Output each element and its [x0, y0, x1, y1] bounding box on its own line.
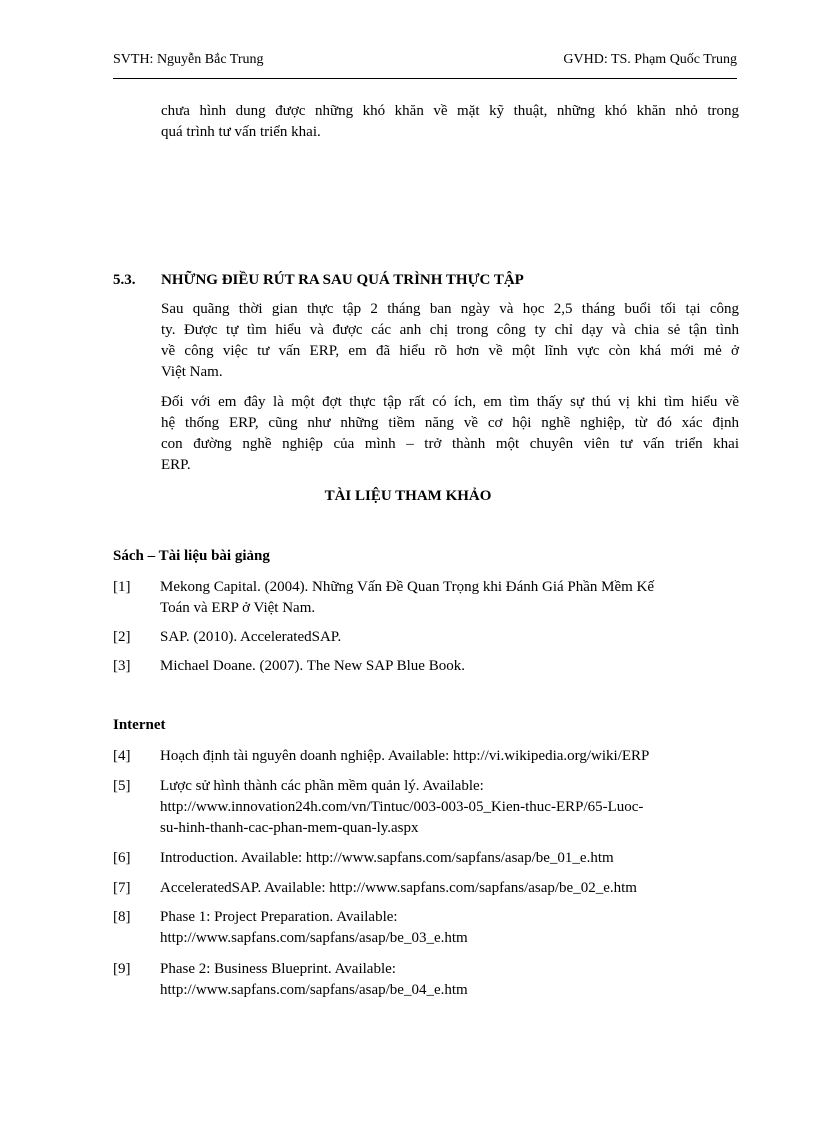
page-header: [113, 52, 737, 72]
section-title: NHỮNG ĐIỀU RÚT RA SAU QUÁ TRÌNH THỰC TẬP: [161, 272, 524, 288]
paragraph-line: Sau quãng thời gian thực tập 2 tháng ban ngày và học 2,5 tháng buổi tối tại công: [161, 301, 739, 317]
reference-number: [4]: [113, 748, 131, 764]
reference-number: [3]: [113, 658, 131, 674]
paragraph-line: ERP.: [161, 457, 191, 473]
reference-text: Lược sử hình thành các phần mềm quản lý. Available:: [160, 778, 484, 794]
header-divider: [113, 78, 737, 79]
paragraph-line: hệ thống ERP, cũng như những tiềm năng về cơ hội nghề nghiệp, từ đó xác định: [161, 415, 739, 431]
reference-text: http://www.sapfans.com/sapfans/asap/be_04_e.htm: [160, 982, 468, 998]
reference-text: Michael Doane. (2007). The New SAP Blue Book.: [160, 658, 465, 674]
section-paragraph-2: [161, 392, 739, 476]
references-title: TÀI LIỆU THAM KHẢO: [324, 488, 492, 504]
paragraph-line: con đường nghề nghiệp của mình – trở thành một chuyên viên tư vấn triển khai: [161, 436, 739, 452]
reference-text: SAP. (2010). AcceleratedSAP.: [160, 629, 342, 645]
section-number: 5.3.: [113, 272, 136, 288]
reference-number: [2]: [113, 629, 131, 645]
reference-number: [9]: [113, 961, 131, 977]
header-student: SVTH: Nguyễn Bắc Trung: [113, 52, 264, 67]
reference-text: http://www.innovation24h.com/vn/Tintuc/003-003-05_Kien-thuc-ERP/65-Luoc-: [160, 799, 644, 815]
intro-paragraph: [161, 101, 739, 143]
reference-number: [6]: [113, 850, 131, 866]
paragraph-line: quá trình tư vấn triển khai.: [161, 124, 321, 140]
reference-text: http://www.sapfans.com/sapfans/asap/be_03_e.htm: [160, 930, 468, 946]
reference-number: [8]: [113, 909, 131, 925]
paragraph-line: chưa hình dung được những khó khăn về mặt kỹ thuật, những khó khăn nhỏ trong: [161, 103, 739, 119]
books-label: Sách – Tài liệu bài giảng: [113, 548, 270, 564]
paragraph-line: ty. Được tự tìm hiểu và được các anh chị trong công ty chỉ dạy và chia sẻ tận tình: [161, 322, 739, 338]
header-advisor: GVHD: TS. Phạm Quốc Trung: [563, 52, 737, 67]
reference-text: Mekong Capital. (2004). Những Vấn Đề Quan Trọng khi Đánh Giá Phần Mềm Kế: [160, 579, 655, 595]
reference-text: su-hinh-thanh-cac-phan-mem-quan-ly.aspx: [160, 820, 419, 836]
reference-number: [1]: [113, 579, 131, 595]
reference-number: [5]: [113, 778, 131, 794]
paragraph-line: về công việc tư vấn ERP, em đã hiểu rõ hơn về một lĩnh vực còn khá mới mẻ ở: [161, 343, 739, 359]
internet-label: Internet: [113, 717, 166, 733]
reference-text: Hoạch định tài nguyên doanh nghiệp. Available: http://vi.wikipedia.org/wiki/ERP: [160, 748, 650, 764]
reference-number: [7]: [113, 880, 131, 896]
paragraph-line: Việt Nam.: [161, 364, 223, 380]
reference-text: Phase 1: Project Preparation. Available:: [160, 909, 398, 925]
section-paragraph-1: [161, 299, 739, 383]
reference-text: Toán và ERP ở Việt Nam.: [160, 600, 316, 616]
reference-text: AcceleratedSAP. Available: http://www.sapfans.com/sapfans/asap/be_02_e.htm: [160, 880, 637, 896]
reference-text: Phase 2: Business Blueprint. Available:: [160, 961, 396, 977]
paragraph-line: Đối với em đây là một đợt thực tập rất có ích, em tìm thấy sự thú vị khi tìm hiểu về: [161, 394, 739, 410]
reference-text: Introduction. Available: http://www.sapfans.com/sapfans/asap/be_01_e.htm: [160, 850, 614, 866]
